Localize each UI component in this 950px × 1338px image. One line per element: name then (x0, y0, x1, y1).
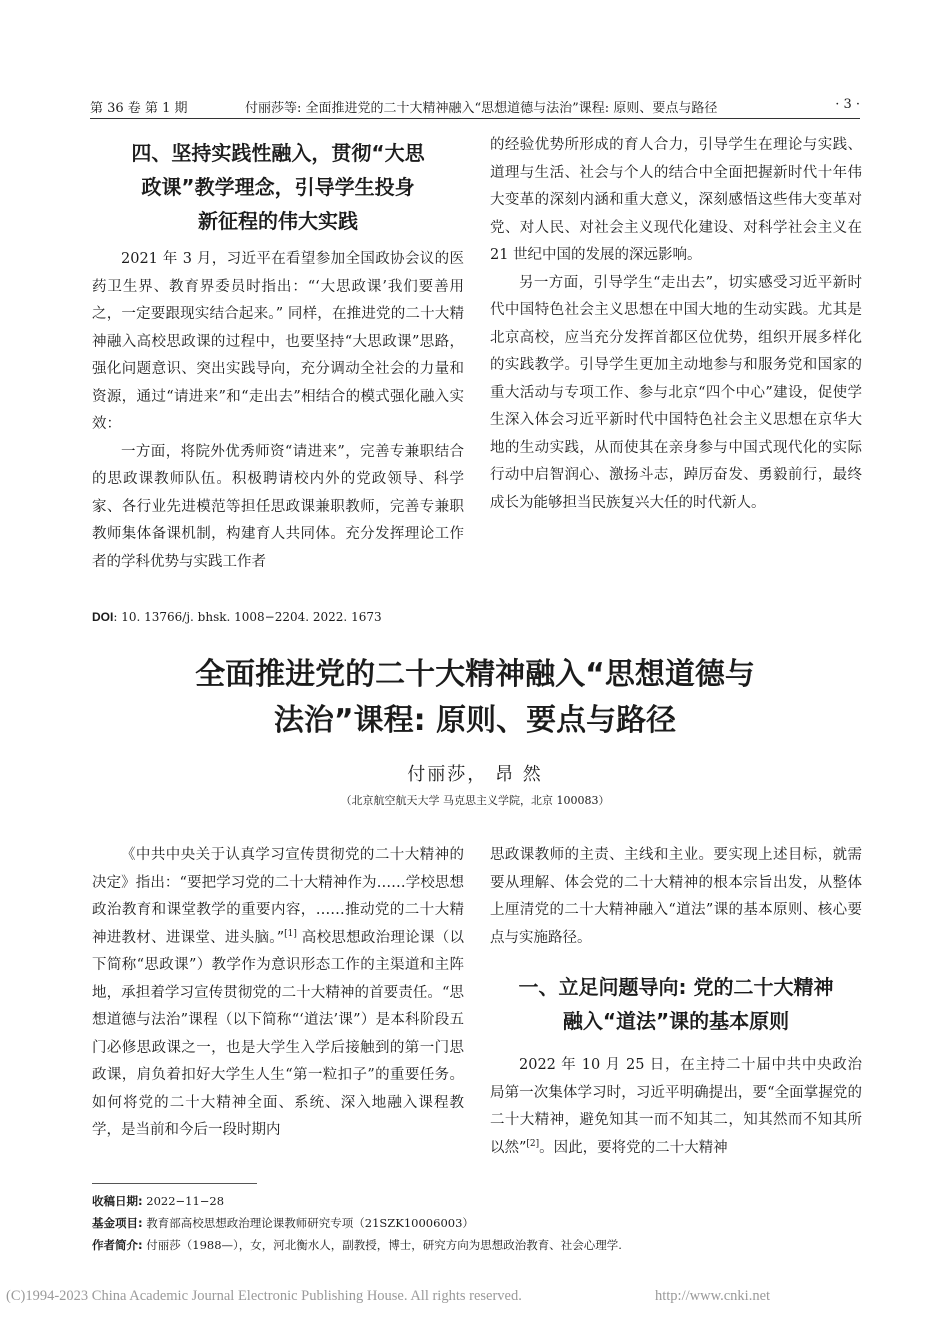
page-number: · 3 · (835, 97, 860, 112)
prev-section-heading-line: 四、坚持实践性融入，贯彻“大思 (131, 141, 425, 165)
footnote-label: 收稿日期: (92, 1194, 143, 1208)
section-1-heading (490, 970, 862, 1038)
footnote-author (92, 1237, 622, 1253)
authors: 付丽莎， 昂 然 (407, 764, 543, 785)
prev-section-heading-line: 新征程的伟大实践 (198, 209, 358, 233)
doi-line (92, 610, 382, 624)
intro-text: 《中共中央关于认真学习宣传贯彻党的二十大精神的决定》指出：“要把学习党的二十大精神作为……学校思想政治教育和课堂教学的重要内容，……推动党的二十大精神进教材、进课堂、进头脑。” (92, 847, 464, 946)
citation-ref: [2] (526, 1138, 540, 1149)
footnote-fund (92, 1215, 474, 1231)
section-heading-line: 融入“道法”课的基本原则 (562, 1009, 790, 1033)
cnki-url: http://www.cnki.net (655, 1288, 771, 1304)
article-title (92, 652, 858, 744)
article-title-line: 法治”课程: 原则、要点与路径 (273, 703, 677, 738)
footnote-received (92, 1193, 224, 1209)
body-paragraph: 另一方面，引导学生“走出去”，切实感受习近平新时代中国特色社会主义思想在中国大地的生动实践。尤其是北京高校，应当充分发挥首都区位优势，组织开展多样化的实践教学。引导学生更加主动地参与和服务党和国家的重大活动与专项工作、参与北京“四个中心”建设，促使学生深入体会习近平新时代中国特色社会主义思想在京华大地的生动实践，从而使其在亲身参与中国式现代化的实际行动中启智润心、激扬斗志，踔厉奋发、勇毅前行，最终成长为能够担当民族复兴大任的时代新人。 (490, 274, 862, 511)
prev-article-left-column (92, 136, 464, 576)
article-right-column (490, 842, 862, 1162)
running-header (90, 94, 860, 119)
prev-section-heading-line: 政课”教学理念，引导学生投身 (141, 175, 415, 199)
body-paragraph: 一方面，将院外优秀师资“请进来”，完善专兼职结合的思政课教师队伍。积极聘请校内外的党政领导、科学家、各行业先进模范等担任思政课兼职教师，完善专兼职教师集体备课机制，构建育人共同体。充分发挥理论工作者的学科优势与实践工作者 (92, 443, 464, 570)
body-paragraph: 思政课教师的主责、主线和主业。要实现上述目标，就需要从理解、体会党的二十大精神的根本宗旨出发，从整体上厘清党的二十大精神融入“道法”课的基本原则、核心要点与实施路径。 (490, 847, 862, 946)
footnote-label: 作者简介: (92, 1238, 143, 1252)
prev-article-right-column (490, 132, 862, 517)
body-paragraph: 2021 年 3 月，习近平在看望参加全国政协会议的医药卫生界、教育界委员时指出：“‘大思政课’我们要善用之，一定要跟现实结合起来。” 同样，在推进党的二十大精神融入高校思政课的过程中，也要坚持“大思政课”思路，强化问题意识、突出实践导向，充分调动全社会的力量和资源，通过“请进来”和“走出去”相结合的模式强化融入实效： (92, 251, 464, 432)
doi-label: DOI (92, 610, 114, 624)
body-paragraph (490, 1052, 862, 1162)
journal-volume: 第 36 卷 第 1 期 (90, 101, 188, 116)
footnote-value: 教育部高校思想政治理论课教师研究专项（21SZK10006003） (142, 1216, 474, 1230)
body-paragraph: 的经验优势所形成的育人合力，引导学生在理论与实践、道理与生活、社会与个人的结合中全面把握新时代十年伟大变革的深刻内涵和重大意义，深刻感悟这些伟大变革对党、对人民、对社会主义现代化建设、对科学社会主义在 21 世纪中国的发展的深远影响。 (490, 137, 862, 263)
intro-text-continued: 高校思想政治理论课（以下简称“思政课”）教学作为意识形态工作的主渠道和主阵地，承担着学习宣传贯彻党的二十大精神的首要责任。“思想道德与法治”课程（以下简称“‘道法’课”）是本科阶段五门必修思政课之一，也是大学生入学后接触到的第一门思政课，肩负着扣好大学生人生“第一粒扣子”的重要任务。如何将党的二十大精神全面、系统、深入地融入课程教学，是当前和今后一段时期内 (92, 929, 464, 1138)
section-1-text-continued: 。因此，要将党的二十大精神 (539, 1139, 728, 1156)
section-1-text: 2022 年 10 月 25 日，在主持二十届中共中央政治局第一次集体学习时，习近平明确提出，要“全面掌握党的二十大精神，避免知其一而不知其二，知其然而不知其所以然” (490, 1057, 862, 1156)
citation-ref: [1] (284, 928, 297, 939)
footnote-rule (92, 1183, 257, 1184)
footnote-value: 付丽莎（1988—），女，河北衡水人，副教授，博士，研究方向为思想政治教育、社会心理学. (142, 1238, 622, 1252)
body-paragraph (92, 842, 464, 1145)
affiliation: （北京航空航天大学 马克思主义学院，北京 100083） (340, 794, 610, 807)
section-heading-line: 一、立足问题导向: 党的二十大精神 (518, 975, 834, 999)
article-left-column (92, 842, 464, 1145)
footnote-value: 2022−11−28 (142, 1194, 225, 1208)
prev-section-heading (92, 136, 464, 238)
doi-value: : 10. 13766/j. bhsk. 1008−2204. 2022. 1673 (113, 610, 382, 624)
copyright-text: (C)1994-2023 China Academic Journal Electronic Publishing House. All rights reserved. (6, 1288, 522, 1304)
footnote-label: 基金项目: (92, 1216, 143, 1230)
running-title: 付丽莎等: 全面推进党的二十大精神融入“思想道德与法治”课程: 原则、要点与路径 (245, 101, 718, 116)
article-title-line: 全面推进党的二十大精神融入“思想道德与 (195, 657, 755, 692)
